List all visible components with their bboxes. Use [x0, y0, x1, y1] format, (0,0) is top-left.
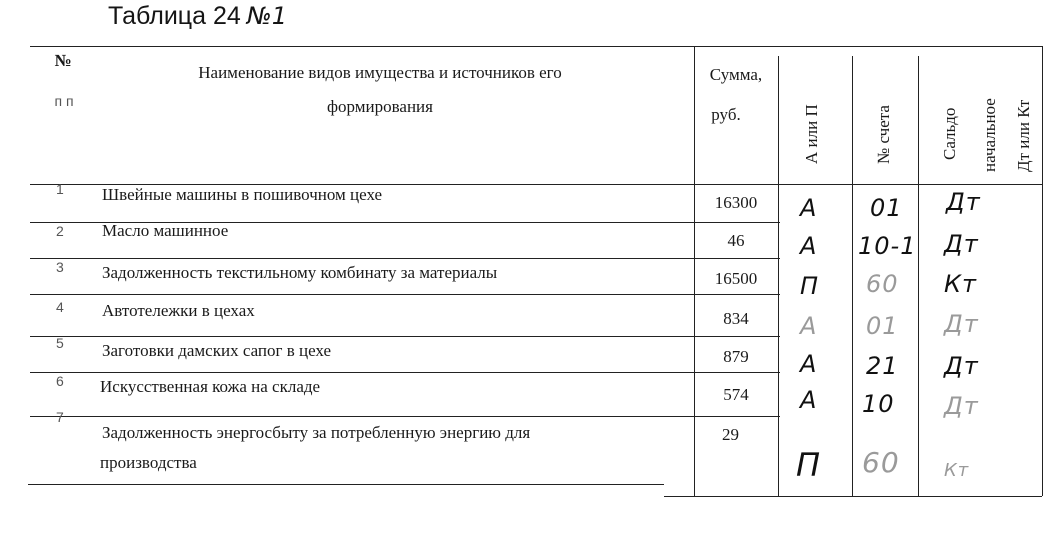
row-number: 6: [56, 373, 64, 389]
row-name-line2: производства: [100, 453, 197, 472]
row-divider: [30, 372, 780, 373]
row-ap: А: [800, 350, 818, 378]
row-account: 10: [862, 390, 895, 418]
header-no-sub: п п: [54, 93, 74, 109]
row-saldo: Кт: [944, 270, 978, 298]
header-sum-line2: руб.: [711, 105, 741, 124]
row-ap: А: [800, 194, 818, 222]
row-saldo: Дт: [944, 352, 979, 380]
row-sum: 834: [723, 309, 749, 328]
row-saldo: Дт: [944, 230, 979, 258]
table-top-border: [30, 46, 1042, 47]
row-account: 60: [866, 270, 899, 298]
header-saldo-line1: Сальдо: [940, 107, 959, 160]
col-divider: [918, 56, 919, 496]
table-bottom-border: [28, 484, 664, 485]
row-ap: А: [800, 312, 818, 340]
row-name: Масло машинное: [102, 221, 229, 240]
row-number: 3: [56, 259, 64, 275]
row-sum: 16300: [714, 193, 758, 212]
col-divider: [694, 46, 695, 496]
row-sum: 16500: [714, 269, 758, 288]
row-name: Автотележки в цехах: [102, 301, 255, 320]
header-no: №: [54, 51, 72, 70]
row-name: Искусственная кожа на складе: [100, 377, 321, 396]
row-divider: [30, 336, 780, 337]
row-divider: [30, 416, 780, 417]
row-number: 5: [56, 335, 64, 351]
header-ap: А или П: [802, 104, 821, 164]
row-ap: П: [800, 272, 820, 300]
row-sum: 574: [723, 385, 749, 404]
row-number: 2: [56, 223, 64, 239]
header-name-line2: формирования: [327, 97, 433, 116]
header-name-line1: Наименование видов имущества и источников его: [198, 63, 562, 82]
row-name: Задолженность текстильному комбинату за материалы: [102, 263, 498, 282]
header-account: № счета: [874, 105, 893, 164]
row-sum: 879: [723, 347, 749, 366]
row-ap: П: [796, 446, 822, 484]
row-saldo: Дт: [944, 392, 979, 420]
row-number: 4: [56, 299, 64, 315]
row-ap: А: [800, 232, 818, 260]
row-saldo: Кт: [944, 460, 970, 481]
row-name: Швейные машины в пошивочном цехе: [102, 185, 383, 204]
row-name-line1: Задолженность энергосбыту за потребленную энергию для: [102, 423, 531, 442]
row-account: 21: [866, 352, 899, 380]
title-text: Таблица 24: [108, 2, 241, 30]
row-saldo: Дт: [946, 188, 981, 216]
row-account: 01: [866, 312, 899, 340]
header-saldo-line2: начальное: [980, 98, 999, 172]
col-divider: [778, 56, 779, 496]
header-saldo-line3: Дт или Кт: [1014, 99, 1033, 172]
row-divider: [30, 294, 780, 295]
table-bottom-border: [664, 496, 1042, 497]
row-account: 10-1: [858, 232, 917, 260]
row-sum: 29: [722, 425, 739, 444]
handwritten-number: №1: [246, 2, 288, 30]
row-name: Заготовки дамских сапог в цехе: [102, 341, 332, 360]
col-divider: [852, 56, 853, 496]
row-number: 1: [56, 181, 64, 197]
col-divider: [1042, 46, 1043, 496]
row-account: 01: [870, 194, 903, 222]
row-sum: 46: [727, 231, 745, 250]
row-number: 7: [56, 409, 64, 425]
row-saldo: Дт: [944, 310, 979, 338]
header-sum-line1: Сумма,: [709, 65, 763, 84]
row-ap: А: [800, 386, 818, 414]
row-divider: [30, 258, 780, 259]
row-account: 60: [862, 446, 900, 479]
